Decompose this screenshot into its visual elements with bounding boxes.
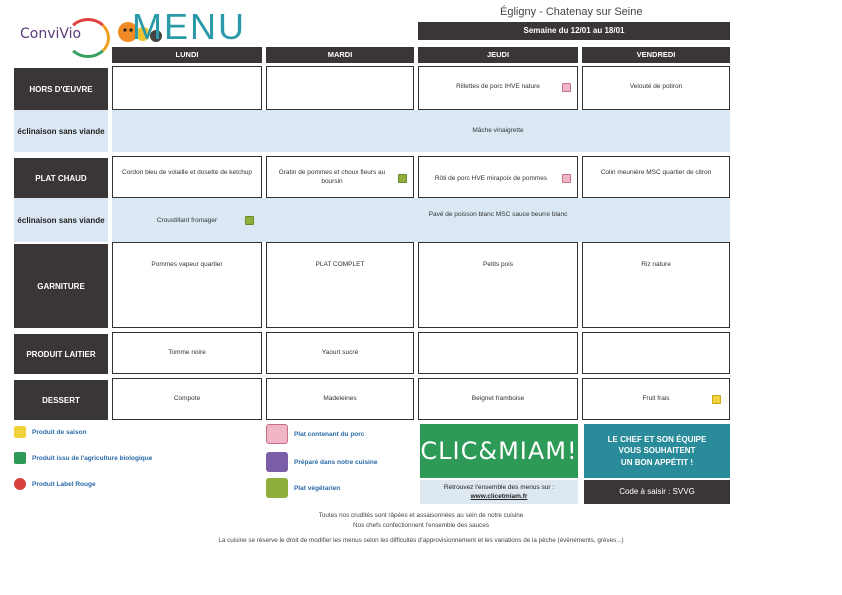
week-range: Semaine du 12/01 au 18/01 — [418, 22, 730, 40]
convivio-logo — [18, 16, 98, 60]
legend-bio — [14, 452, 152, 464]
pork-icon — [562, 83, 571, 92]
menu-title: MENU — [132, 6, 246, 47]
whisk-icon — [266, 452, 288, 472]
dish-text: Gratin de pommes et choux fleurs au boursin — [278, 169, 386, 185]
menu-cell — [418, 156, 578, 198]
day-header-mardi: MARDI — [266, 47, 414, 63]
dish-text: Rillettes de porc IHVE nature — [456, 83, 540, 90]
menu-cell — [266, 66, 414, 110]
organic-icon — [14, 452, 26, 464]
menu-cell: Petits pois — [418, 242, 578, 328]
legend-label: Préparé dans notre cuisine — [294, 458, 378, 466]
menu-cell: Cordon bleu de volaille et dosette de ketchup — [112, 156, 262, 198]
row-label-declinaison: éclinaison sans viande — [14, 198, 108, 242]
menu-cell: Madeleines — [266, 378, 414, 420]
location-text: Égligny - Chatenay sur Seine — [500, 6, 643, 18]
dish-text: Rôti de porc HVE mirapoix de pommes — [434, 175, 548, 182]
clic-miam-link[interactable]: www.clicetmiam.fr — [470, 493, 528, 501]
vegetarian-icon — [398, 174, 407, 183]
menu-cell — [418, 332, 578, 374]
pork-icon — [266, 424, 288, 444]
menu-cell: Yaourt sucré — [266, 332, 414, 374]
day-header-jeudi: JEUDI — [418, 47, 578, 63]
menu-cell: PLAT COMPLET — [266, 242, 414, 328]
menu-cell — [266, 156, 414, 198]
dish-text: Mâche vinaigrette — [472, 127, 524, 134]
chef-message — [584, 424, 730, 478]
footer-line-2: Nos chefs confectionnent l'ensemble des sauces — [353, 522, 489, 529]
menu-cell: Pommes vapeur quartier — [112, 242, 262, 328]
clic-miam-banner: CLIC&MIAM! — [420, 424, 578, 478]
legend-season — [14, 426, 87, 438]
legend-label: Produit de saison — [32, 428, 87, 436]
brand-name: ConviVio — [20, 26, 82, 42]
legend-veg — [266, 478, 340, 498]
legend-label: Plat végétarien — [294, 484, 341, 492]
row-label-plat-chaud: PLAT CHAUD — [14, 158, 108, 198]
menu-cell — [418, 66, 578, 110]
pork-icon — [562, 174, 571, 183]
day-header-vendredi: VENDREDI — [582, 47, 730, 63]
legend-label: Produit issu de l'agriculture biologique — [32, 454, 153, 462]
dish-text — [112, 214, 262, 228]
legend-cooked — [266, 452, 377, 472]
row-label-declinaison: éclinaison sans viande — [14, 110, 108, 152]
dish-text: Fruit frais — [642, 395, 670, 402]
menu-cell — [112, 66, 262, 110]
season-icon — [712, 395, 721, 404]
legend-pork — [266, 424, 364, 444]
menu-cell: Compote — [112, 378, 262, 420]
chef-line: LE CHEF ET SON ÉQUIPE — [607, 435, 707, 445]
clic-miam-info — [420, 480, 578, 504]
menu-cell: Colin meunière MSC quartier de citron — [582, 156, 730, 198]
dish-text: Pavé de poisson blanc MSC sauce beurre blanc — [428, 211, 568, 218]
chef-line: VOUS SOUHAITENT — [618, 446, 696, 456]
season-icon — [14, 426, 26, 438]
menu-cell: Beignet framboise — [418, 378, 578, 420]
menu-cell — [582, 378, 730, 420]
menu-cell: Riz nature — [582, 242, 730, 328]
menu-cell — [582, 332, 730, 374]
row-label-hors-doeuvre: HORS D'ŒUVRE — [14, 68, 108, 110]
vegetarian-icon — [245, 216, 254, 225]
row-label-garniture: GARNITURE — [14, 244, 108, 328]
vegetarian-icon — [266, 478, 288, 498]
legend-label: Plat contenant du porc — [294, 430, 365, 438]
clic-miam-line: Retrouvez l'ensemble des menus sur : — [443, 484, 555, 491]
chef-line: UN BON APPÉTIT ! — [620, 457, 694, 467]
footer-line-3: La cuisine se réserve le droit de modifier les menus selon les difficultés d'approvisionnement et les variations de la pêche (événements, grèves...) — [218, 537, 624, 544]
day-header-lundi: LUNDI — [112, 47, 262, 63]
label-rouge-icon — [14, 478, 26, 490]
menu-cell: Tomme noire — [112, 332, 262, 374]
row-label-dessert: DESSERT — [14, 380, 108, 420]
legend-label: Produit Label Rouge — [32, 480, 96, 488]
legend-label-rouge — [14, 478, 96, 490]
row-label-produit-laitier: PRODUIT LAITIER — [14, 334, 108, 374]
access-code: Code à saisir : SVVG — [584, 480, 730, 504]
menu-cell: Velouté de potiron — [582, 66, 730, 110]
dish-label: Croustillant fromager — [156, 217, 218, 224]
footer-line-1: Toutes nos crudités sont râpées et assaisonnées au sein de notre cuisine — [318, 512, 524, 519]
